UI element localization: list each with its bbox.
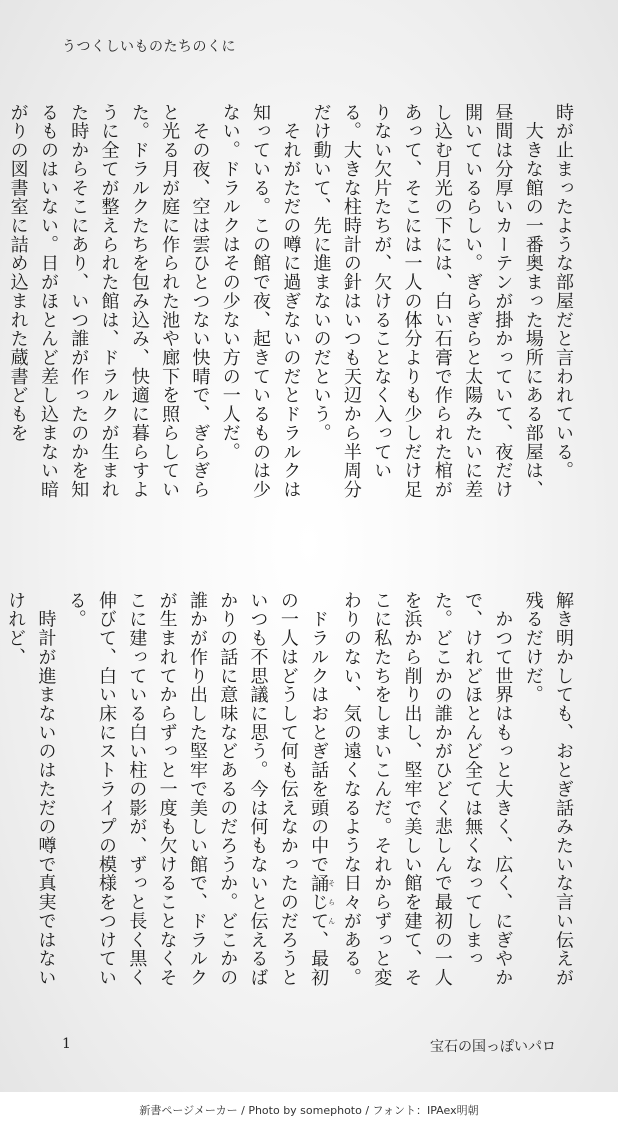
paragraph-with-ruby xyxy=(60,591,335,989)
paragraph-segment: 、最初の一人はどうして何も伝えなかったのだろうといつも不思議に思う。今は何もないと伝えるばかりの話に意味などあるのだろうか。どこかの誰かが作り出した堅牢で美しい館で、ドラルクが生まれてからずっと一度も欠けることなくそこに建っている白い柱の影が、ずっと長く黒く伸びて、白い床にストライプの模様をつけている。 xyxy=(65,591,330,988)
book-title: 宝石の国っぽいパロ xyxy=(430,1039,556,1055)
paragraph: かつて世界はもっと大きく、広く、にぎやかで、けれどほとんど全ては無くなってしまった。どこかの誰かがひどく悲しんで最初の一人を浜から削り出し、堅牢で美しい館を建て、そこに私たちをしまいこんだ。それからずっと変わりのない、気の遠くなるような日々がある。 xyxy=(340,591,514,988)
page-title: うつくしいものたちのくに xyxy=(62,39,236,55)
paragraph: 解き明かしても、おとぎ話みたいな言い伝えが残るだけだ。 xyxy=(522,591,574,988)
page-number: 1 xyxy=(62,1036,71,1052)
ruby-reading: そらん xyxy=(327,873,336,931)
paragraph: その夜、空は雲ひとつない快晴で、ぎらぎらと光る月が庭に作られた池や廊下を照らしていた。ドラルクたちを包み込み、快適に暮らすように全てが整えられた館は、ドラルクが生まれた時からそこにあり、いつ誰が作ったのかを知るものはいない。日がほとんど差し込まない暗がりの図書室に詰め込まれた蔵書どもを xyxy=(7,103,211,500)
body-text-lower xyxy=(0,591,578,989)
paragraph: 時計が進まないのはただの噂で真実ではないけれど、 xyxy=(5,591,57,988)
paragraph: 大きな館の一番奥まった場所にある部屋は、昼間は分厚いカーテンが掛かっていて、夜だけ開いているらしい。ぎらぎらと太陽みたいに差し込む月光の下には、白い石膏で作られた棺があって、そこには一人の体分よりも少しだけ足りない欠片たちが、欠けることなく入っている。大きな柱時計の針はいつも天辺から半周分だけ動いて、先に進まないのだという。 xyxy=(310,103,544,500)
credit-line: 新書ページメーカー / Photo by somephoto / フォント：IPAex明朝 xyxy=(139,1104,479,1117)
paragraph: 時が止まったような部屋だと言われている。 xyxy=(553,103,574,481)
ruby-word xyxy=(308,873,336,931)
ruby-base: 誦じて xyxy=(308,873,330,931)
paragraph: それがただの噂に過ぎないのだとドラルクは知っている。この館で夜、起きているものは少ない。ドラルクはその少ない方の一人だ。 xyxy=(219,103,302,500)
paragraph-segment: ドラルクはおとぎ話を頭の中で xyxy=(308,591,330,874)
body-text-upper xyxy=(2,103,578,501)
